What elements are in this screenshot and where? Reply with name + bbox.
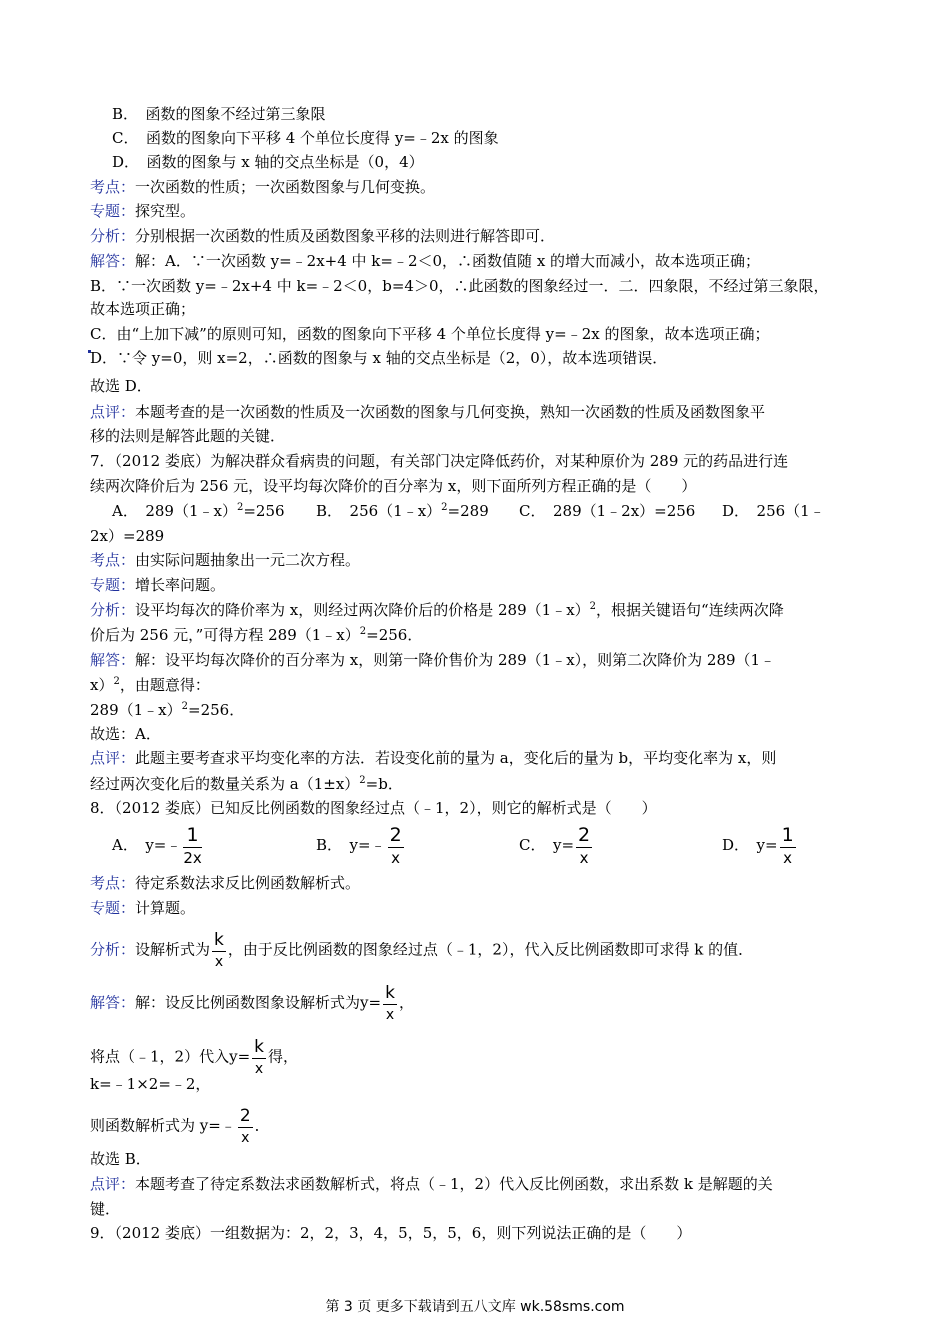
zhuanti-label: 专题：: [90, 202, 136, 220]
q8-option-d: D． y= $\frac{1}{x}$: [722, 824, 794, 867]
q8-dianping: 点评：本题考查了待定系数法求函数解析式，将点（﹣1，2）代入反比例函数，求出系数 k 是解题的关: [90, 1175, 773, 1193]
q7-stem-line-2: 续两次降价后为 256 元，设平均每次降价的百分率为 x，则下面所列方程正确的是（ ）: [90, 477, 697, 495]
q7-jieda: 解答：解：设平均每次降价的百分率为 x，则第一降价售价为 289（1﹣x），则第二次降价为 289（1﹣: [90, 651, 776, 669]
q6-jieda: 解答：解：A．∵一次函数 y=﹣2x+4 中 k=﹣2＜0，∴函数值随 x 的增大而减小，故本选项正确；: [90, 252, 761, 270]
formula-2-over-x: $\frac{2}{x}$: [239, 1106, 251, 1146]
q6-jieda-line-2: B．∵一次函数 y=﹣2x+4 中 k=﹣2＜0，b=4＞0，∴此函数的图象经过一．二．四象限，不经过第三象限，: [90, 277, 829, 295]
dianping-label: 点评：: [90, 403, 136, 421]
q8-option-c: C． y= $\frac{2}{x}$: [519, 824, 591, 867]
q8-zhuanti: 专题：计算题。: [90, 899, 196, 917]
q7-option-d: D． 256（1﹣: [722, 502, 825, 520]
zhuanti-label: 专题：: [90, 899, 136, 917]
zhuanti-label: 专题：: [90, 576, 136, 594]
kaodian-label: 考点：: [90, 874, 136, 892]
q7-option-d-cont: 2x）=289: [90, 527, 165, 545]
q8-jieda: 解答：解：设反比例函数图象设解析式为y= $\frac{k}{x}$ ，: [90, 983, 414, 1023]
jieda-label: 解答：: [90, 651, 136, 669]
q7-option-a: A． 289（1﹣x）$^2$=256: [112, 502, 285, 520]
q7-jieda-line-2: x）$^2$，由题意得：: [90, 676, 210, 694]
q8-option-a: A． y=﹣ $\frac{1}{2x}$: [112, 824, 202, 867]
fraction: $\frac{1}{x}$: [781, 824, 794, 867]
q6-answer: 故选 D．: [90, 377, 152, 395]
kaodian-label: 考点：: [90, 178, 136, 196]
fenxi-label: 分析：: [90, 601, 136, 619]
page-footer: 第 3 页 更多下载请到五八文库 wk.58sms.com: [325, 1299, 625, 1315]
formula-y-equals-k-over-x: $\frac{k}{x}$: [214, 930, 224, 970]
q8-jieda-line-2: 将点（﹣1，2）代入y= $\frac{k}{x}$ 得，: [90, 1037, 299, 1077]
q6-zhuanti: 专题：探究型。: [90, 202, 196, 220]
q7-dianping-line-2: 经过两次变化后的数量关系为 $a(1\pm x)^2=b$．: [90, 775, 403, 793]
dianping-label: 点评：: [90, 749, 136, 767]
jieda-label: 解答：: [90, 993, 136, 1012]
dianping-label: 点评：: [90, 1175, 136, 1193]
q7-fenxi: 分析：设平均每次的降价率为 x，则经过两次降价后的价格是 289（1﹣x）$^2$，根据关键语句“连续两次降: [90, 601, 784, 619]
q6-jieda-line-3: 故本选项正确；: [90, 300, 196, 318]
q8-fenxi: 分析：设解析式为 $\frac{k}{x}$ ，由于反比例函数的图象经过点（﹣1，2），代入反比例函数即可求得 k 的值．: [90, 930, 754, 970]
q7-answer: 故选：A．: [90, 725, 161, 743]
q7-option-c: C． 289（1﹣2x）=256: [519, 502, 696, 520]
q8-jieda-line-3: k=﹣1×2=﹣2，: [90, 1075, 211, 1093]
q7-dianping: 点评：此题主要考查求平均变化率的方法．若设变化前的量为 a，变化后的量为 b，平均变化率为 x，则: [90, 749, 777, 767]
q7-zhuanti: 专题：增长率问题。: [90, 576, 226, 594]
q7-stem: 7．（2012 娄底）为解决群众看病贵的问题，有关部门决定降低药价，对某种原价为 289 元的药品进行连: [90, 452, 789, 470]
fraction: $\frac{2}{x}$: [578, 824, 591, 867]
fraction: $\frac{2}{x}$: [389, 824, 402, 867]
fenxi-label: 分析：: [90, 940, 136, 959]
q6-dianping: 点评：本题考查的是一次函数的性质及一次函数的图象与几何变换，熟知一次函数的性质及函数图象平: [90, 403, 766, 421]
q7-jieda-line-3: 289（1﹣x）$^2$=256．: [90, 701, 245, 719]
q9-stem: 9．（2012 娄底）一组数据为：2，2，3，4，5，5，5，6，则下列说法正确的是（ ）: [90, 1224, 692, 1242]
q8-stem: 8．（2012 娄底）已知反比例函数的图象经过点（﹣1，2），则它的解析式是（ ）: [90, 799, 657, 817]
formula-k-over-x: $\frac{k}{x}$: [254, 1037, 264, 1077]
q6-option-b: B． 函数的图象不经过第三象限: [112, 105, 326, 123]
q7-kaodian: 考点：由实际问题抽象出一元二次方程。: [90, 551, 361, 569]
jieda-label: 解答：: [90, 252, 136, 270]
q8-answer: 故选 B．: [90, 1150, 151, 1168]
q8-jieda-line-4: 则函数解析式为 y=﹣ $\frac{2}{x}$ ．: [90, 1106, 270, 1146]
fenxi-label: 分析：: [90, 227, 136, 245]
q8-option-b: B． y=﹣ $\frac{2}{x}$: [316, 824, 402, 867]
q8-dianping-line-2: 键．: [90, 1200, 121, 1218]
fraction: $\frac{1}{2x}$: [183, 824, 202, 867]
q6-fenxi: 分析：分别根据一次函数的性质及函数图象平移的法则进行解答即可．: [90, 227, 556, 245]
q6-dianping-line-2: 移的法则是解答此题的关键．: [90, 427, 286, 445]
kaodian-label: 考点：: [90, 551, 136, 569]
q6-option-d: D． 函数的图象与 x 轴的交点坐标是（0，4）: [112, 153, 424, 171]
q7-option-b: B． 256（1﹣x）$^2$=289: [316, 502, 489, 520]
q6-option-c: C． 函数的图象向下平移 4 个单位长度得 y=﹣2x 的图象: [112, 129, 499, 147]
q6-jieda-line-5: D．∵令 y=0，则 x=2，∴函数的图象与 x 轴的交点坐标是（2，0），故本选项错误．: [90, 349, 668, 367]
q7-fenxi-line-2: 价后为 256 元，”可得方程 289（1﹣x）$^2$=256．: [90, 626, 423, 644]
q6-kaodian: 考点：一次函数的性质；一次函数图象与几何变换。: [90, 178, 436, 196]
q6-jieda-line-4: C．由“上加下减”的原则可知，函数的图象向下平移 4 个单位长度得 y=﹣2x 的图象，故本选项正确；: [90, 325, 770, 343]
q8-kaodian: 考点：待定系数法求反比例函数解析式。: [90, 874, 361, 892]
formula-k-over-x: $\frac{k}{x}$: [385, 983, 395, 1023]
